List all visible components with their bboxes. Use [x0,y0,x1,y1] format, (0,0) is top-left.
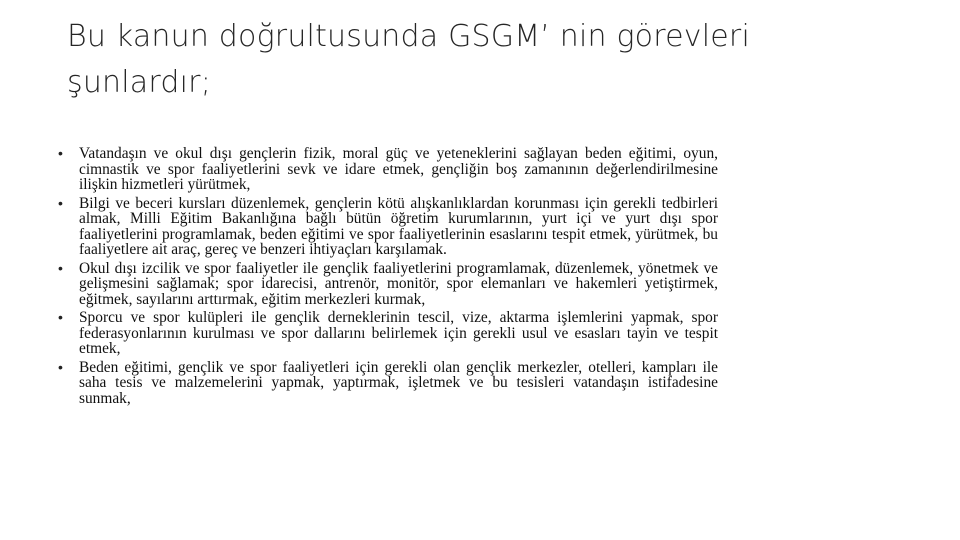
bullet-text: Okul dışı izcilik ve spor faaliyetler ile gençlik faaliyetlerini programlamak, düzenlemek, yönetmek ve gelişmesini sağlamak; spor idarecisi, antrenör, monitör, spor elemanları ve hakemleri yetiştirmek, eğitmek, sayılarını arttırmak, eğitim merkezleri kurmak, [79,259,718,308]
bullet-item-2 [58,196,718,258]
bullet-item-4 [58,310,718,357]
bullet-item-1 [58,146,718,193]
bullet-dot-icon: • [58,194,63,211]
bullet-dot-icon: • [58,145,63,161]
bullet-text: Bilgi ve beceri kursları düzenlemek, gençlerin kötü alışkanlıklardan korunması için gerekli tedbirleri almak, Milli Eğitim Bakanlığına bağlı bütün öğretim kurumlarının, yurt içi ve yurt dışı spor faaliyetlerini programlamak, beden eğitimi ve spor faaliyetlerinin esaslarını tespit etmek, yürütmek, bu faaliyetlere ait araç, gereç ve benzeri ihtiyaçları karşılamak. [79,194,718,258]
slide-title: Bu kanun doğrultusunda GSGM’ nin görevleri şunlardır; [67,19,750,100]
bullet-text: Beden eğitimi, gençlik ve spor faaliyetleri için gerekli olan gençlik merkezler, otelleri, kampları ile saha tesis ve malzemelerini yapmak, yaptırmak, işletmek ve bu tesisleri vatandaşın istifadesine sunmak, [79,358,718,407]
bullet-list [58,146,718,409]
bullet-text: Vatandaşın ve okul dışı gençlerin fizik, moral güç ve yeteneklerini sağlayan beden eğitimi, oyun, cimnastik ve spor faaliyetlerini sevk ve idare etmek, gençliğin boş zamanının değerlendirilmesine ilişkin hizmetleri yürütmek, [79,145,718,193]
bullet-item-5 [58,360,718,407]
bullet-dot-icon: • [58,358,63,375]
bullet-dot-icon: • [58,259,63,276]
bullet-dot-icon: • [58,309,63,325]
bullet-text: Sporcu ve spor kulüpleri ile gençlik derneklerinin tescil, vize, aktarma işlemlerini yapmak, spor federasyonlarının kurulması ve spor dallarını belirlemek için gerekli usul ve esasları tayin ve tespit etmek, [79,309,718,357]
bullet-item-3 [58,261,718,308]
